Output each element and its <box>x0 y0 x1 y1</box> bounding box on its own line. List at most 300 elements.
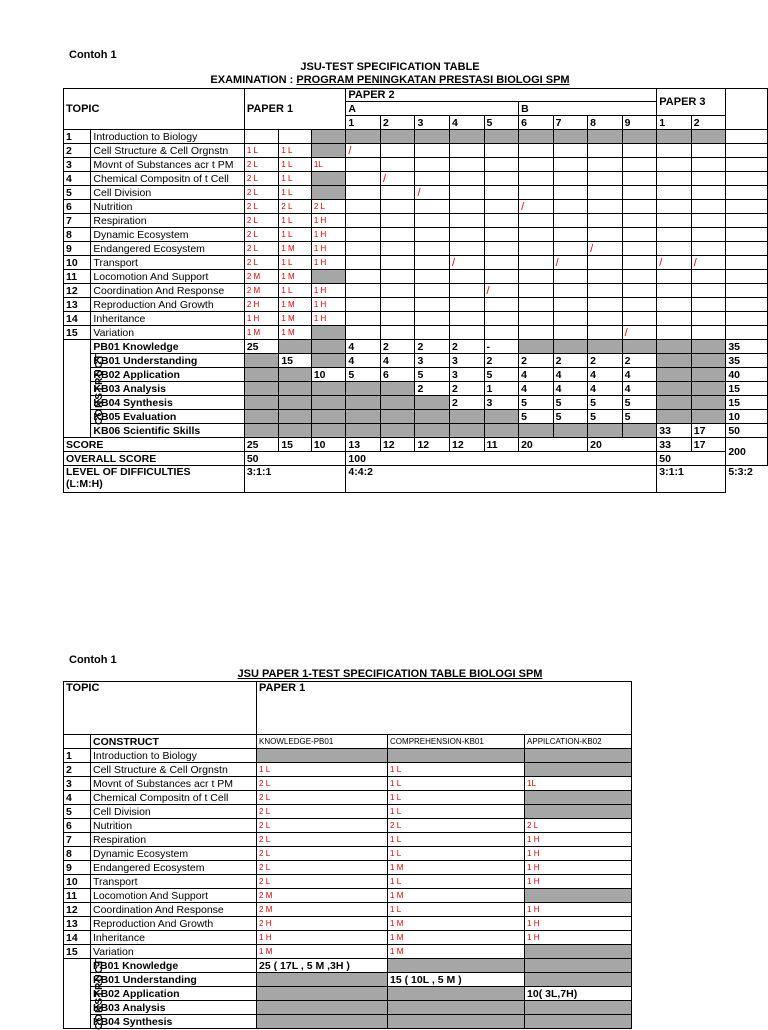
topic-row <box>64 791 632 805</box>
topic-number: 11 <box>64 889 91 903</box>
paper2-header: PAPER 2 <box>346 89 657 102</box>
topic-number: 15 <box>64 326 91 340</box>
paper2-cell <box>380 228 415 242</box>
topic-row <box>64 763 632 777</box>
score-paper2b: 20 <box>519 438 588 452</box>
paper1-cell: 1 L <box>388 875 525 889</box>
paper2-cell <box>450 242 485 256</box>
paper2-cell <box>415 172 450 186</box>
paper3-cell <box>657 144 692 158</box>
topic-name: Movnt of Substances acr t PM <box>91 158 244 172</box>
paper3-cell <box>691 144 726 158</box>
paper2-cell <box>622 298 657 312</box>
topic-row <box>64 144 768 158</box>
score-label: SCORE <box>64 438 245 452</box>
paper1-construct-cell: 15 <box>279 354 312 368</box>
paper2-cell: / <box>380 172 415 186</box>
construct-name: KB01 Understanding <box>91 973 257 987</box>
paper1-cell: 1 L <box>279 144 312 158</box>
paper1-construct-cell <box>311 382 346 396</box>
paper1-cell: 1 H <box>311 214 346 228</box>
construct-total: 40 <box>726 368 768 382</box>
construct-text: CONSTRUCT <box>93 353 105 425</box>
paper1-cell: 2 L <box>244 214 279 228</box>
paper1-cell: 2 M <box>244 284 279 298</box>
construct-total: 10 <box>726 410 768 424</box>
paper2-cell <box>415 312 450 326</box>
topic-number: 5 <box>64 805 91 819</box>
paper1-construct-cell <box>244 354 279 368</box>
paper1-cell: 2 L <box>244 242 279 256</box>
paper3-cell <box>691 214 726 228</box>
paper1-header: PAPER 1 <box>244 89 346 130</box>
construct-name: PB01 Knowledge <box>91 959 257 973</box>
paper1-cell: 1L <box>311 158 346 172</box>
paper3-cell <box>657 214 692 228</box>
construct-row <box>64 987 632 1001</box>
paper2-cell <box>450 214 485 228</box>
paper2-cell <box>346 326 381 340</box>
topic-name: Cell Division <box>91 805 257 819</box>
paper2-construct-cell: 2 <box>622 354 657 368</box>
paper3-cell <box>657 326 692 340</box>
paper1-cell: 2 L <box>388 819 525 833</box>
paper3-construct-cell <box>691 396 726 410</box>
paper1-cell <box>388 749 525 763</box>
paper2-construct-cell <box>588 424 623 438</box>
construct-cell <box>525 959 632 973</box>
paper2-cell <box>450 172 485 186</box>
paper2-cell <box>622 256 657 270</box>
topic-name: Dynamic Ecosystem <box>91 847 257 861</box>
paper1-cell: 1 H <box>244 312 279 326</box>
paper2-construct-cell <box>415 410 450 424</box>
total-cell <box>726 158 768 172</box>
paper1-cell: 1 M <box>388 945 525 959</box>
score-paper1: 25 <box>244 438 279 452</box>
paper1-construct-cell <box>244 410 279 424</box>
paper2-cell <box>519 130 554 144</box>
paper2-cell <box>415 228 450 242</box>
construct-cell <box>388 1001 525 1015</box>
paper1-cell: 2 H <box>257 917 388 931</box>
paper1-cell: 1 L <box>388 847 525 861</box>
paper3-cell <box>657 158 692 172</box>
paper2-cell <box>415 144 450 158</box>
topic-row <box>64 861 632 875</box>
topic-number: 7 <box>64 833 91 847</box>
paper2-construct-cell <box>553 340 588 354</box>
score-paper2a: 12 <box>415 438 450 452</box>
topic-name: Cell Structure & Cell Orgnstn <box>91 763 257 777</box>
header-row <box>64 89 768 102</box>
paper1-cell: 1 H <box>525 931 632 945</box>
paper1-construct-cell <box>311 340 346 354</box>
paper2-cell <box>415 284 450 298</box>
total-cell <box>726 144 768 158</box>
topic-name: Inheritance <box>91 312 244 326</box>
level-label <box>64 466 245 493</box>
topic-row <box>64 875 632 889</box>
paper1-cell: 1 H <box>311 312 346 326</box>
construct-name: KB06 Scientific Skills <box>91 424 244 438</box>
paper1-cell: 1 M <box>257 945 388 959</box>
paper1-cell: 2 L <box>257 833 388 847</box>
paper1-cell: 1 L <box>279 186 312 200</box>
paper1-cell: 1 L <box>388 763 525 777</box>
paper2-construct-cell: 2 <box>450 382 485 396</box>
paper1-cell: 1 H <box>525 903 632 917</box>
paper2-cell <box>622 186 657 200</box>
paper2-construct-cell: - <box>484 340 519 354</box>
paper3-cell <box>657 270 692 284</box>
paper2-cell <box>588 144 623 158</box>
paper2-cell <box>380 312 415 326</box>
paper2-cell <box>484 172 519 186</box>
paper1-construct-cell <box>279 382 312 396</box>
paper2-cell <box>622 284 657 298</box>
topic-number: 6 <box>64 200 91 214</box>
construct-text: CONSTRUCT <box>93 958 105 1030</box>
construct-row <box>64 1015 632 1029</box>
paper2-cell <box>484 214 519 228</box>
score-paper2a: 11 <box>484 438 519 452</box>
topic-number: 14 <box>64 312 91 326</box>
paper2-cell <box>588 298 623 312</box>
paper1-cell: 2 H <box>244 298 279 312</box>
paper1-spec-table <box>63 681 632 1029</box>
paper3-construct-cell <box>657 368 692 382</box>
paper1-cell: 1 M <box>279 270 312 284</box>
paper2-cell <box>519 312 554 326</box>
paper1-cell: 1 M <box>279 242 312 256</box>
paper3-cell <box>691 298 726 312</box>
construct-row <box>64 340 768 354</box>
topic-name: Chemical Compositn of t Cell <box>91 791 257 805</box>
paper1-construct-cell <box>311 424 346 438</box>
topic-row <box>64 819 632 833</box>
paper2-question-4: 4 <box>450 116 485 130</box>
paper2-cell <box>415 200 450 214</box>
total-cell <box>726 242 768 256</box>
paper2-cell <box>380 186 415 200</box>
topic-number: 5 <box>64 186 91 200</box>
paper2-construct-cell <box>588 340 623 354</box>
paper3-header: PAPER 3 <box>657 89 726 116</box>
topic-name: Cell Division <box>91 186 244 200</box>
paper1-cell: 1 M <box>388 861 525 875</box>
paper2-construct-cell: 2 <box>588 354 623 368</box>
paper2-cell <box>346 214 381 228</box>
construct-vertical-label <box>64 958 105 1030</box>
paper2-cell <box>484 326 519 340</box>
construct-row <box>64 382 768 396</box>
paper2-cell <box>415 298 450 312</box>
topic-row <box>64 931 632 945</box>
score-paper3: 17 <box>691 438 726 452</box>
paper2-cell <box>484 256 519 270</box>
paper2-cell <box>519 158 554 172</box>
topic-number: 12 <box>64 903 91 917</box>
total-header <box>726 89 768 130</box>
paper2-cell <box>588 312 623 326</box>
level-paper1: 3:1:1 <box>244 466 346 493</box>
topic-number: 14 <box>64 931 91 945</box>
topic-row <box>64 172 768 186</box>
paper2-cell <box>484 144 519 158</box>
paper2-cell <box>519 242 554 256</box>
construct-cell <box>525 973 632 987</box>
overall-paper3: 50 <box>657 452 726 466</box>
paper1-cell: 2 L <box>257 805 388 819</box>
topic-header: TOPIC <box>64 682 257 735</box>
paper2-construct-cell: 5 <box>588 410 623 424</box>
paper1-cell: 1 L <box>279 284 312 298</box>
paper2-construct-cell <box>380 382 415 396</box>
paper3-construct-cell <box>657 382 692 396</box>
paper2-construct-cell: 3 <box>450 368 485 382</box>
topic-name: Reproduction And Growth <box>91 917 257 931</box>
paper1-cell: 1 M <box>279 298 312 312</box>
paper2-construct-cell <box>622 424 657 438</box>
paper2-question-1: 1 <box>346 116 381 130</box>
paper2-construct-cell <box>415 424 450 438</box>
paper3-construct-cell <box>691 354 726 368</box>
construct-total: 15 <box>726 382 768 396</box>
paper3-cell: / <box>691 256 726 270</box>
construct-cell: 15 ( 10L , 5 M ) <box>388 973 525 987</box>
construct-cell <box>525 1001 632 1015</box>
paper2-cell <box>450 186 485 200</box>
construct-cell <box>388 987 525 1001</box>
topic-number: 8 <box>64 228 91 242</box>
paper3-construct-cell <box>691 340 726 354</box>
topic-number: 6 <box>64 819 91 833</box>
score-paper2b: 20 <box>588 438 657 452</box>
paper1-cell: 1 H <box>525 917 632 931</box>
construct-vertical-label <box>64 340 105 438</box>
paper2-cell <box>622 200 657 214</box>
topic-name: Nutrition <box>91 200 244 214</box>
paper1-cell: 2 L <box>244 186 279 200</box>
paper2-construct-cell: 6 <box>380 368 415 382</box>
paper2-cell <box>588 256 623 270</box>
paper2-construct-cell <box>415 396 450 410</box>
topic-number: 2 <box>64 763 91 777</box>
paper1-cell <box>525 763 632 777</box>
total-cell <box>726 326 768 340</box>
topic-number: 13 <box>64 298 91 312</box>
paper3-cell <box>691 270 726 284</box>
paper1-cell <box>525 889 632 903</box>
paper1-cell <box>311 186 346 200</box>
paper2-cell <box>519 228 554 242</box>
topic-name: Locomotion And Support <box>91 270 244 284</box>
paper1-cell: 1 M <box>279 312 312 326</box>
paper1-cell: 1 L <box>388 791 525 805</box>
paper1-cell: 2 L <box>257 819 388 833</box>
paper3-construct-cell: 33 <box>657 424 692 438</box>
paper2-construct-cell: 4 <box>588 368 623 382</box>
construct-row <box>64 354 768 368</box>
paper1-construct-cell <box>311 396 346 410</box>
topic-name: Coordination And Response <box>91 284 244 298</box>
paper2-cell <box>484 130 519 144</box>
overall-label: OVERALL SCORE <box>64 452 245 466</box>
paper2-cell <box>346 186 381 200</box>
paper2-cell <box>346 256 381 270</box>
paper2-cell <box>553 228 588 242</box>
paper3-cell <box>691 130 726 144</box>
paper2-cell: / <box>484 284 519 298</box>
contoh-label-2: Contoh 1 <box>69 654 117 666</box>
topic-number: 4 <box>64 172 91 186</box>
paper2-cell: / <box>588 242 623 256</box>
paper2-construct-cell: 2 <box>415 340 450 354</box>
paper2-question-5: 5 <box>484 116 519 130</box>
paper2-construct-cell: 4 <box>588 382 623 396</box>
topic-name: Inheritance <box>91 931 257 945</box>
paper1-construct-cell <box>244 396 279 410</box>
topic-row <box>64 917 632 931</box>
level-total: 5:3:2 <box>726 466 768 493</box>
topic-number: 2 <box>64 144 91 158</box>
topic-number: 7 <box>64 214 91 228</box>
paper3-construct-cell <box>657 410 692 424</box>
level-paper2: 4:4:2 <box>346 466 657 493</box>
construct-row <box>64 368 768 382</box>
paper1-cell: 2 L <box>257 847 388 861</box>
topic-number: 3 <box>64 158 91 172</box>
paper2-cell <box>553 312 588 326</box>
topic-name: Variation <box>91 945 257 959</box>
paper1-cell <box>525 805 632 819</box>
score-paper1: 15 <box>279 438 312 452</box>
paper3-construct-cell <box>691 368 726 382</box>
paper2-cell <box>415 130 450 144</box>
paper2-cell <box>415 270 450 284</box>
paper2-construct-cell: 4 <box>553 368 588 382</box>
topic-name: Endangered Ecosystem <box>91 242 244 256</box>
topic-name: Introduction to Biology <box>91 749 257 763</box>
construct-row <box>64 410 768 424</box>
paper2-cell <box>450 312 485 326</box>
paper3-construct-cell <box>657 354 692 368</box>
paper1-cell <box>279 130 312 144</box>
column-header-row <box>64 735 632 749</box>
paper2-question-6: 6 <box>519 116 554 130</box>
paper1-cell: 1 L <box>257 763 388 777</box>
construct-name: KB02 Application <box>91 987 257 1001</box>
topic-name: Nutrition <box>91 819 257 833</box>
paper2-cell <box>553 242 588 256</box>
paper1-cell: 2 M <box>257 889 388 903</box>
paper2-construct-cell <box>380 396 415 410</box>
total-cell <box>726 312 768 326</box>
paper2-cell <box>553 214 588 228</box>
column-header: APPILCATION-KB02 <box>525 735 632 749</box>
paper3-cell <box>657 130 692 144</box>
topic-number: 10 <box>64 875 91 889</box>
construct-name: KB04 Synthesis <box>91 396 244 410</box>
paper2-construct-cell: 5 <box>588 396 623 410</box>
paper2-construct-cell: 5 <box>622 396 657 410</box>
paper1-cell <box>257 749 388 763</box>
paper2-construct-cell <box>484 424 519 438</box>
paper2-cell <box>588 214 623 228</box>
topic-number: 4 <box>64 791 91 805</box>
paper2-construct-cell: 4 <box>346 354 381 368</box>
topic-row <box>64 945 632 959</box>
paper1-cell: 2 L <box>244 158 279 172</box>
paper2-cell <box>380 158 415 172</box>
paper3-cell <box>657 284 692 298</box>
paper1-construct-cell <box>244 424 279 438</box>
paper2-question-7: 7 <box>553 116 588 130</box>
topic-name: Dynamic Ecosystem <box>91 228 244 242</box>
paper2-construct-cell: 3 <box>484 396 519 410</box>
paper3-question-2: 2 <box>691 116 726 130</box>
paper1-construct-cell <box>244 382 279 396</box>
paper2-construct-cell <box>553 424 588 438</box>
paper1-cell: 2 L <box>257 777 388 791</box>
paper1-construct-cell: 10 <box>311 368 346 382</box>
total-cell <box>726 214 768 228</box>
paper2-cell <box>553 200 588 214</box>
paper2-construct-cell: 4 <box>519 368 554 382</box>
paper1-cell: 2 L <box>257 861 388 875</box>
paper2-cell <box>450 144 485 158</box>
exam-name: PROGRAM PENINGKATAN PRESTASI BIOLOGI SPM <box>296 74 570 86</box>
topic-name: Reproduction And Growth <box>91 298 244 312</box>
paper2-cell <box>553 172 588 186</box>
topic-name: Cell Structure & Cell Orgnstn <box>91 144 244 158</box>
topic-name: Endangered Ecosystem <box>91 861 257 875</box>
score-paper1: 10 <box>311 438 346 452</box>
paper2-cell <box>415 242 450 256</box>
construct-name: PB01 Knowledge <box>91 340 244 354</box>
paper3-cell <box>657 200 692 214</box>
paper2-construct-cell: 3 <box>450 354 485 368</box>
topic-number: 10 <box>64 256 91 270</box>
construct-name: KB05 Evaluation <box>91 410 244 424</box>
paper2-cell <box>553 326 588 340</box>
paper2-cell <box>553 270 588 284</box>
paper3-construct-cell <box>691 410 726 424</box>
paper2-question-2: 2 <box>380 116 415 130</box>
paper2-cell <box>346 200 381 214</box>
paper2-cell <box>519 326 554 340</box>
paper2-cell <box>622 228 657 242</box>
section-a: A <box>346 102 519 116</box>
paper2-cell <box>622 270 657 284</box>
paper2-cell: / <box>415 186 450 200</box>
construct-total: 35 <box>726 354 768 368</box>
paper1-construct-cell <box>311 410 346 424</box>
paper2-construct-cell <box>346 424 381 438</box>
paper1-cell: 1 L <box>279 158 312 172</box>
construct-row <box>64 396 768 410</box>
topic-row <box>64 242 768 256</box>
total-cell <box>726 270 768 284</box>
topic-row <box>64 200 768 214</box>
paper3-cell <box>691 284 726 298</box>
paper2-cell <box>588 270 623 284</box>
paper1-cell: 1 L <box>388 903 525 917</box>
paper2-cell <box>519 144 554 158</box>
paper2-cell <box>346 298 381 312</box>
topic-row <box>64 805 632 819</box>
